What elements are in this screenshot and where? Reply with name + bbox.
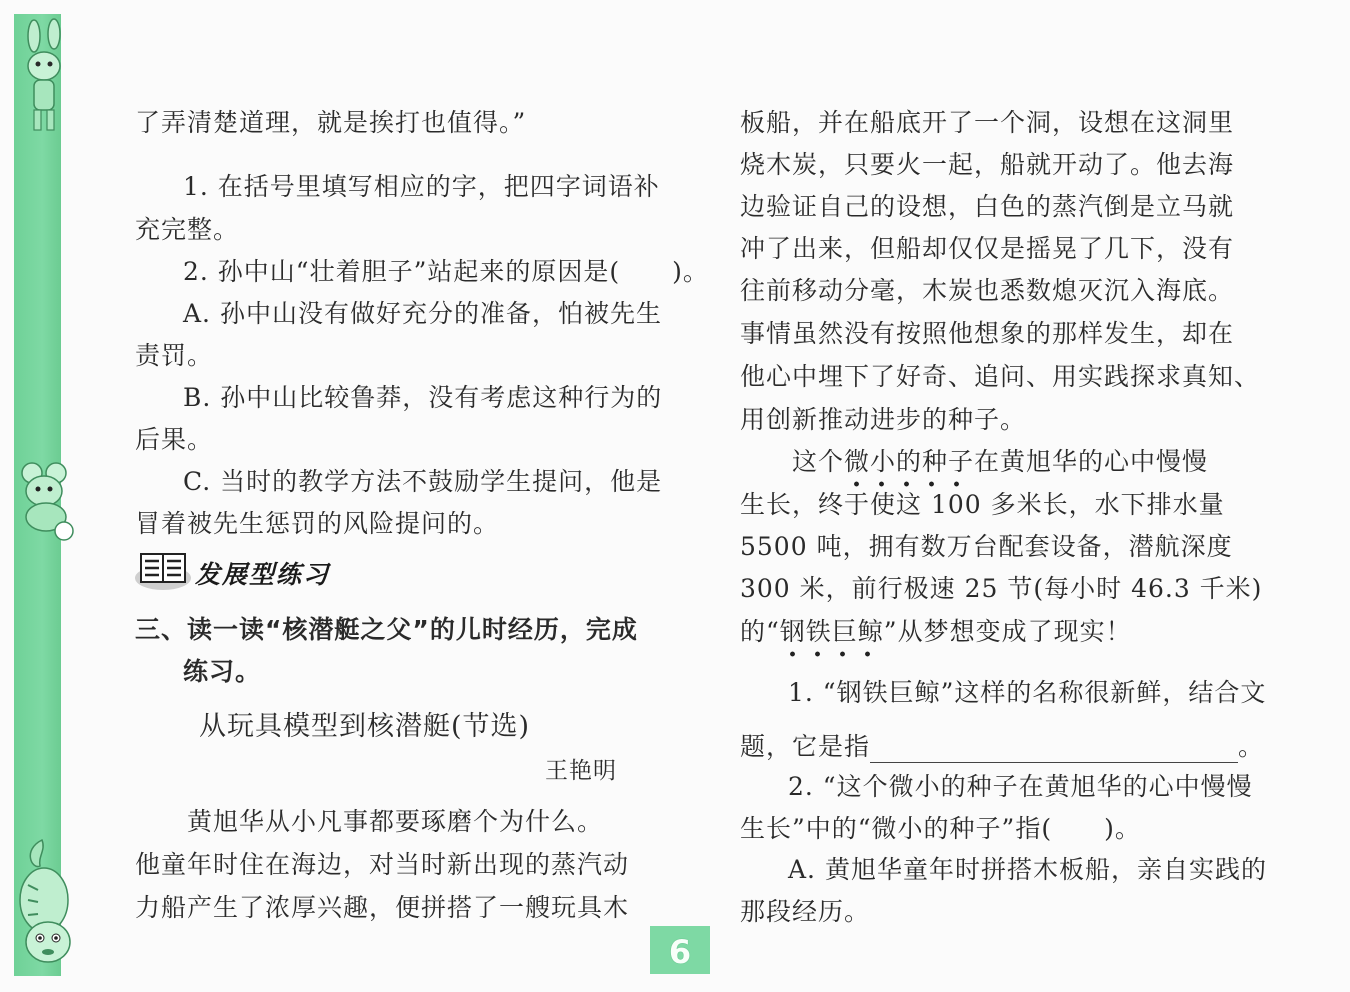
text-span: 这个 xyxy=(792,447,845,476)
question-2: 2. 孙中山“壮着胆子”站起来的原因是( )。 xyxy=(183,257,709,286)
question-1-line: 1. “钢铁巨鲸”这样的名称很新鲜，结合文 xyxy=(788,678,1267,707)
article-paragraph-line: 力船产生了浓厚兴趣，便拼搭了一艘玩具木 xyxy=(135,893,630,922)
article-author: 王艳明 xyxy=(545,758,617,784)
article-line: 烧木炭，只要火一起，船就开动了。他去海 xyxy=(740,150,1235,179)
book-icon xyxy=(141,554,185,582)
answer-blank[interactable] xyxy=(870,740,1238,763)
article-line: 冲了出来，但船却仅仅是摇晃了几下，没有 xyxy=(740,234,1235,263)
article-paragraph-line: 黄旭华从小凡事都要琢磨个为什么。 xyxy=(187,807,604,836)
option-c-line: 冒着被先生惩罚的风险提问的。 xyxy=(135,509,500,538)
text-span: ”从梦想变成了现实！ xyxy=(883,617,1132,646)
page-number: 6 xyxy=(650,926,710,974)
text-line: 了弄清楚道理，就是挨打也值得。” xyxy=(135,108,527,137)
option-a-line: A. 黄旭华童年时拼搭木板船，亲自实践的 xyxy=(788,855,1267,884)
article-line: 300 米，前行极速 25 节(每小时 46.3 千米) xyxy=(740,574,1263,603)
question-2-line: 2. “这个微小的种子在黄旭华的心中慢慢 xyxy=(788,772,1253,801)
article-line: 板船，并在船底开了一个洞，设想在这洞里 xyxy=(740,108,1235,137)
text-span: 题，它是指 xyxy=(740,732,871,761)
article-line xyxy=(792,442,1208,478)
section-heading-label: 发展型练习 xyxy=(195,560,331,589)
option-b-line: 后果。 xyxy=(135,425,214,454)
article-line: 事情虽然没有按照他想象的那样发生，却在 xyxy=(740,319,1235,348)
article-line: 5500 吨，拥有数万台配套设备，潜航深度 xyxy=(740,532,1233,561)
emphasized-phrase: 微小的种子 xyxy=(844,447,974,488)
mouse-mascot-icon xyxy=(12,455,82,545)
article-paragraph-line: 他童年时住在海边，对当时新出现的蒸汽动 xyxy=(135,850,630,879)
rabbit-mascot-icon xyxy=(12,18,80,136)
tiger-mascot-icon xyxy=(12,830,82,970)
article-line xyxy=(740,612,1132,648)
article-title: 从玩具模型到核潜艇(节选) xyxy=(199,711,531,742)
question-2-line: 生长”中的“微小的种子”指( )。 xyxy=(740,814,1141,843)
option-a-line: A. 孙中山没有做好充分的准备，怕被先生 xyxy=(183,299,662,328)
question-3-line: 练习。 xyxy=(183,657,262,686)
question-1-line: 1. 在括号里填写相应的字，把四字词语补 xyxy=(183,172,660,201)
article-line: 他心中埋下了好奇、追问、用实践探求真知、 xyxy=(740,362,1261,391)
option-b-line: B. 孙中山比较鲁莽，没有考虑这种行为的 xyxy=(183,383,663,412)
question-1-line: 充完整。 xyxy=(135,215,240,244)
article-line: 生长，终于使这 100 多米长，水下排水量 xyxy=(740,490,1225,519)
option-a-line: 那段经历。 xyxy=(740,897,871,926)
article-line: 往前移动分毫，木炭也悉数熄灭沉入海底。 xyxy=(740,276,1235,305)
text-span: 在黄旭华的心中慢慢 xyxy=(974,447,1209,476)
text-span: 的“ xyxy=(740,617,780,646)
question-1-line xyxy=(740,727,1264,763)
option-a-line: 责罚。 xyxy=(135,341,214,370)
option-c-line: C. 当时的教学方法不鼓励学生提问，他是 xyxy=(183,467,663,496)
emphasized-phrase: 钢铁巨鲸 xyxy=(780,617,884,658)
article-line: 边验证自己的设想，白色的蒸汽倒是立马就 xyxy=(740,192,1235,221)
text-span: 。 xyxy=(1238,732,1265,761)
question-3-line: 三、读一读“核潜艇之父”的儿时经历，完成 xyxy=(135,615,638,644)
article-line: 用创新推动进步的种子。 xyxy=(740,405,1027,434)
